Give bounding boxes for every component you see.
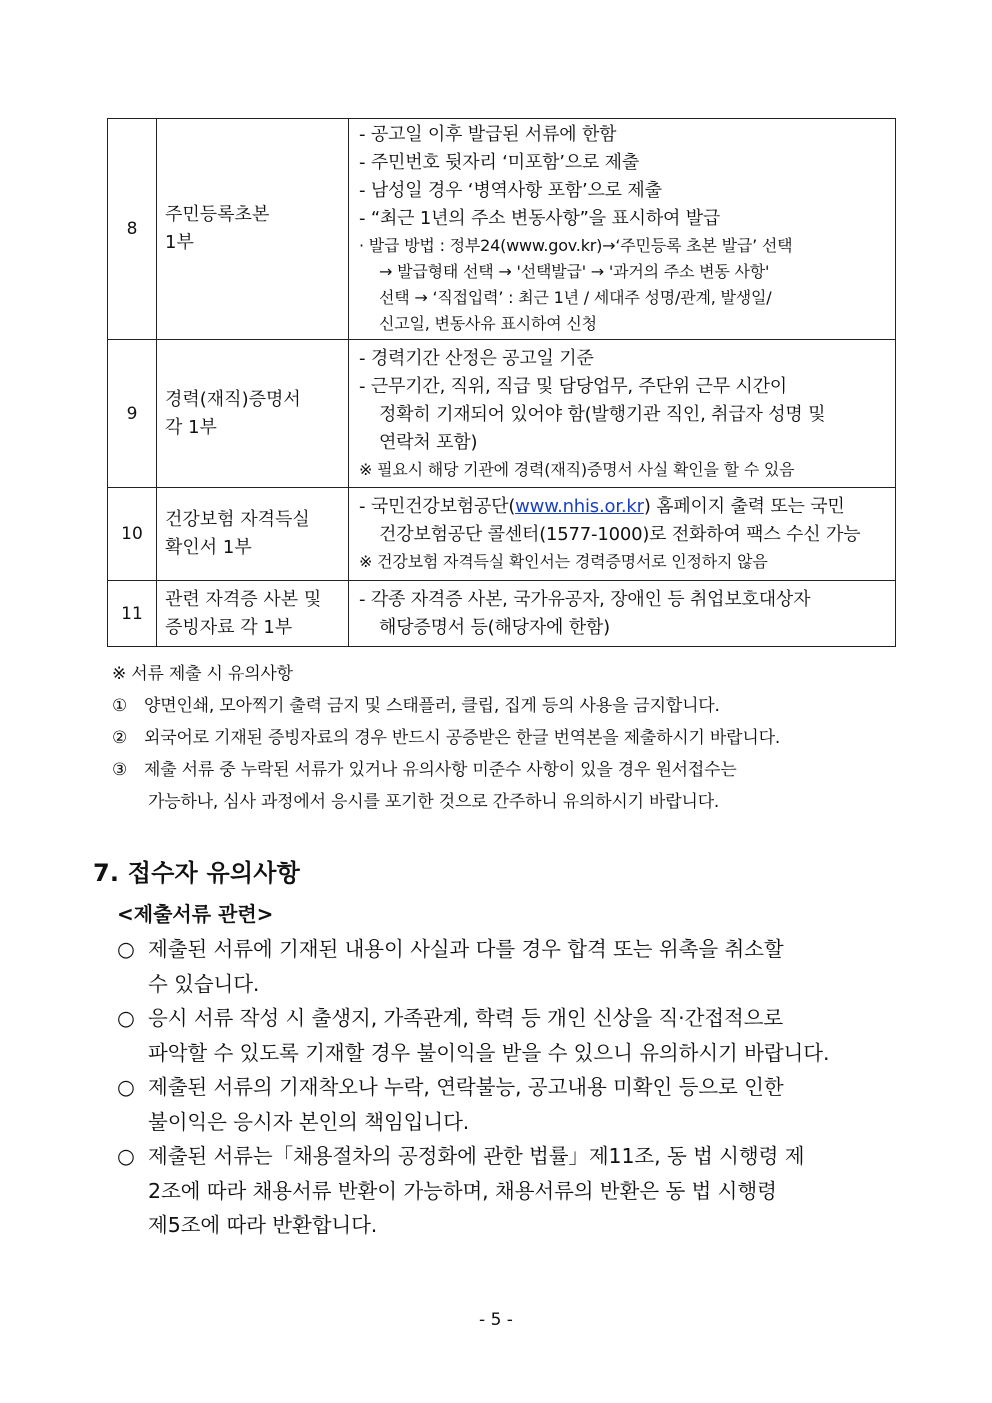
notes-title: ※ 서류 제출 시 유의사항 (112, 664, 293, 684)
note-item: ③ 제출 서류 중 누락된 서류가 있거나 유의사항 미준수 사항이 있을 경우 원서접수는 (112, 754, 902, 786)
list-item: ○ 응시 서류 작성 시 출생지, 가족관계, 학력 등 개인 신상을 직·간접적으로 (117, 1001, 907, 1036)
note-item-continued: 가능하나, 심사 과정에서 응시를 포기한 것으로 간주하니 유의하시기 바랍니다. (148, 792, 720, 812)
requirement-line: · 발급 방법 : 정부24(www.gov.kr)→‘주민등록 초본 발급’ 선택 (359, 236, 793, 255)
circle-bullet-icon: ○ (117, 1075, 135, 1099)
document-requirements (349, 581, 896, 647)
circle-bullet-icon: ○ (117, 1006, 135, 1030)
document-name: 건강보험 자격득실 확인서 1부 (157, 488, 349, 581)
circled-number: ③ (112, 760, 128, 780)
list-item: ○ 제출된 서류에 기재된 내용이 사실과 다를 경우 합격 또는 위촉을 취소할 (117, 932, 907, 967)
requirement-line: 건강보험공단 콜센터(1577-1000)로 전화하여 팩스 수신 가능 (379, 524, 861, 545)
requirement-line: - 각종 자격증 사본, 국가유공자, 장애인 등 취업보호대상자 (359, 588, 811, 610)
page-number: - 5 - (479, 1310, 513, 1330)
row-number: 8 (108, 119, 157, 340)
requirement-line: 정확히 기재되어 있어야 함(발행기관 직인, 취급자 성명 및 (379, 403, 826, 425)
table-row (108, 581, 896, 647)
document-requirements (349, 340, 896, 488)
required-documents-table (107, 118, 896, 647)
requirement-line: - 근무기간, 직위, 직급 및 담당업무, 주단위 근무 시간이 (359, 375, 787, 397)
table-row (108, 340, 896, 488)
applicant-notice-list (117, 932, 907, 1243)
list-item: ○ 제출된 서류는「채용절차의 공정화에 관한 법률」제11조, 동 법 시행령 제 (117, 1139, 907, 1174)
requirement-note: ※ 건강보험 자격득실 확인서는 경력증명서로 인정하지 않음 (359, 552, 768, 571)
requirement-line: 해당증명서 등(해당자에 한함) (379, 616, 610, 638)
requirement-line: - 주민번호 뒷자리 ‘미포함’으로 제출 (359, 152, 640, 173)
requirement-line: - 경력기간 산정은 공고일 기준 (359, 347, 594, 369)
circled-number: ① (112, 696, 128, 716)
submission-notes (112, 658, 902, 818)
list-item-continued: 2조에 따라 채용서류 반환이 가능하며, 채용서류의 반환은 동 법 시행령 (148, 1178, 777, 1203)
requirement-line: - 국민건강보험공단(www.nhis.or.kr) 홈페이지 출력 또는 국민 (359, 496, 845, 517)
row-number: 9 (108, 340, 157, 488)
row-number: 11 (108, 581, 157, 647)
document-requirements (349, 119, 896, 340)
section-title: 7. 접수자 유의사항 (93, 859, 301, 887)
requirement-line: 신고일, 변동사유 표시하여 신청 (379, 314, 597, 333)
list-item-continued: 수 있습니다. (148, 971, 260, 996)
circle-bullet-icon: ○ (117, 937, 135, 961)
note-item: ② 외국어로 기재된 증빙자료의 경우 반드시 공증받은 한글 번역본을 제출하시기 바랍니다. (112, 722, 902, 754)
requirement-note: ※ 필요시 해당 기관에 경력(재직)증명서 사실 확인을 할 수 있음 (359, 459, 795, 479)
list-item: ○ 제출된 서류의 기재착오나 누락, 연락불능, 공고내용 미확인 등으로 인한 (117, 1070, 907, 1105)
document-requirements (349, 488, 896, 581)
document-name: 경력(재직)증명서 각 1부 (157, 340, 349, 488)
circle-bullet-icon: ○ (117, 1144, 135, 1168)
requirement-line: 연락처 포함) (379, 431, 478, 453)
table-row (108, 119, 896, 340)
requirement-line: 선택 → ‘직접입력’ : 최근 1년 / 세대주 성명/관계, 발생일/ (379, 288, 772, 307)
nhis-website-link[interactable]: www.nhis.or.kr (515, 496, 644, 517)
list-item-continued: 제5조에 따라 반환합니다. (148, 1213, 378, 1237)
requirement-line: - “최근 1년의 주소 변동사항”을 표시하여 발급 (359, 208, 721, 229)
section-subtitle: <제출서류 관련> (117, 902, 274, 926)
requirement-line: - 공고일 이후 발급된 서류에 한함 (359, 124, 617, 145)
list-item-continued: 불이익은 응시자 본인의 책임입니다. (148, 1109, 470, 1134)
document-name: 관련 자격증 사본 및 증빙자료 각 1부 (157, 581, 349, 647)
requirement-line: → 발급형태 선택 → '선택발급' → '과거의 주소 변동 사항' (379, 262, 770, 281)
document-name: 주민등록초본 1부 (157, 119, 349, 340)
circled-number: ② (112, 728, 128, 748)
requirement-line: - 남성일 경우 ‘병역사항 포함’으로 제출 (359, 180, 662, 201)
list-item-continued: 파악할 수 있도록 기재할 경우 불이익을 받을 수 있으니 유의하시기 바랍니다. (148, 1040, 830, 1065)
note-item: ① 양면인쇄, 모아찍기 출력 금지 및 스태플러, 클립, 집게 등의 사용을 금지합니다. (112, 690, 902, 722)
row-number: 10 (108, 488, 157, 581)
table-row (108, 488, 896, 581)
